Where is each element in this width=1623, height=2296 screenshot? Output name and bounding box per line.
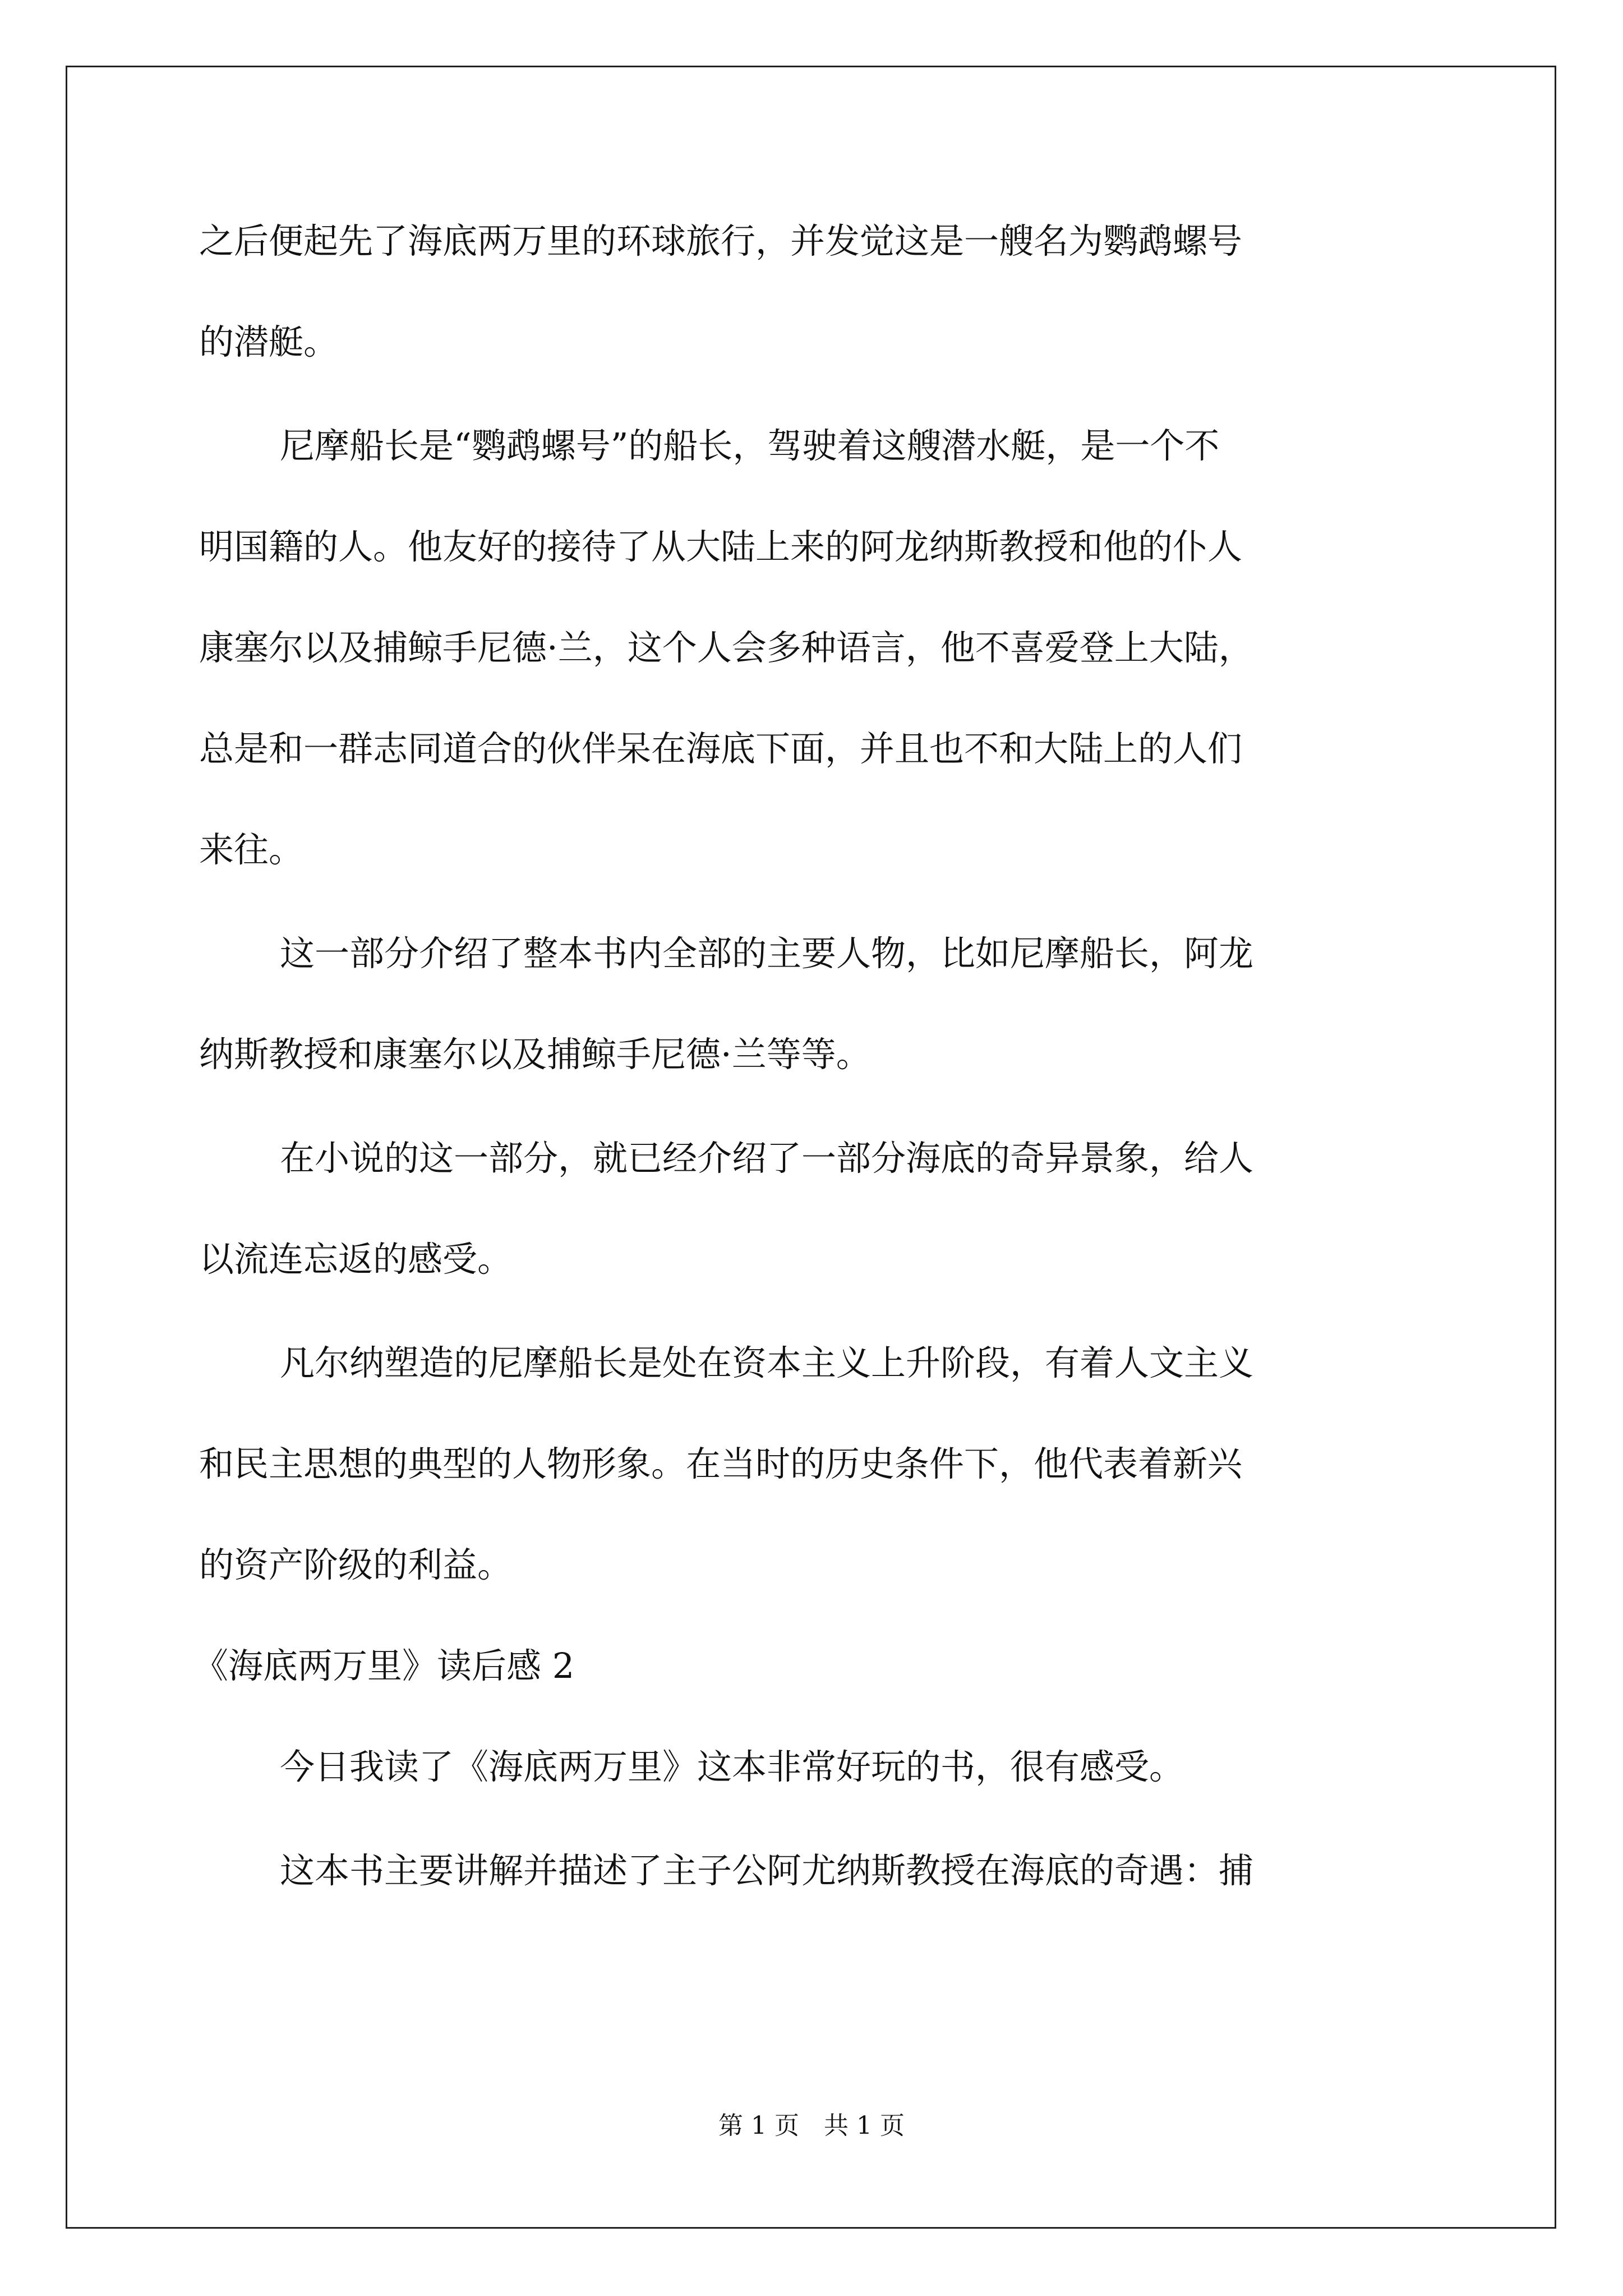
section-heading: 《海底两万里》读后感 2 xyxy=(193,1645,575,1686)
paragraph-start-line: 这本书主要讲解并描述了主子公阿尤纳斯教授在海底的奇遇：捕 xyxy=(280,1850,1254,1891)
text-line: 纳斯教授和康塞尔以及捕鲸手尼德·兰等等。 xyxy=(199,1034,871,1075)
paragraph-start-line: 尼摩船长是“鹦鹉螺号”的船长，驾驶着这艘潜水艇，是一个不 xyxy=(280,425,1220,466)
text-line: 来往。 xyxy=(199,829,304,870)
text-line: 明国籍的人。他友好的接待了从大陆上来的阿龙纳斯教授和他的仆人 xyxy=(199,526,1243,567)
page-footer: 第 1 页 共 1 页 xyxy=(718,2111,905,2140)
paragraph-start-line: 在小说的这一部分，就已经介绍了一部分海底的奇异景象，给人 xyxy=(280,1138,1254,1179)
text-line: 以流连忘返的感受。 xyxy=(199,1239,513,1280)
text-line: 的潜艇。 xyxy=(199,321,339,362)
text-line: 的资产阶级的利益。 xyxy=(199,1544,513,1585)
paragraph-start-line: 凡尔纳塑造的尼摩船长是处在资本主义上升阶段，有着人文主义 xyxy=(280,1342,1254,1383)
paragraph-start-line: 这一部分介绍了整本书内全部的主要人物，比如尼摩船长，阿龙 xyxy=(280,933,1254,974)
paragraph-start-line: 今日我读了《海底两万里》这本非常好玩的书，很有感受。 xyxy=(280,1746,1184,1787)
text-line: 康塞尔以及捕鲸手尼德·兰，这个人会多种语言，他不喜爱登上大陆， xyxy=(199,627,1253,668)
text-line: 和民主思想的典型的人物形象。在当时的历史条件下，他代表着新兴 xyxy=(199,1443,1243,1484)
text-line: 总是和一群志同道合的伙伴呆在海底下面，并且也不和大陆上的人们 xyxy=(199,728,1243,769)
text-line: 之后便起先了海底两万里的环球旅行，并发觉这是一艘名为鹦鹉螺号 xyxy=(199,220,1243,261)
